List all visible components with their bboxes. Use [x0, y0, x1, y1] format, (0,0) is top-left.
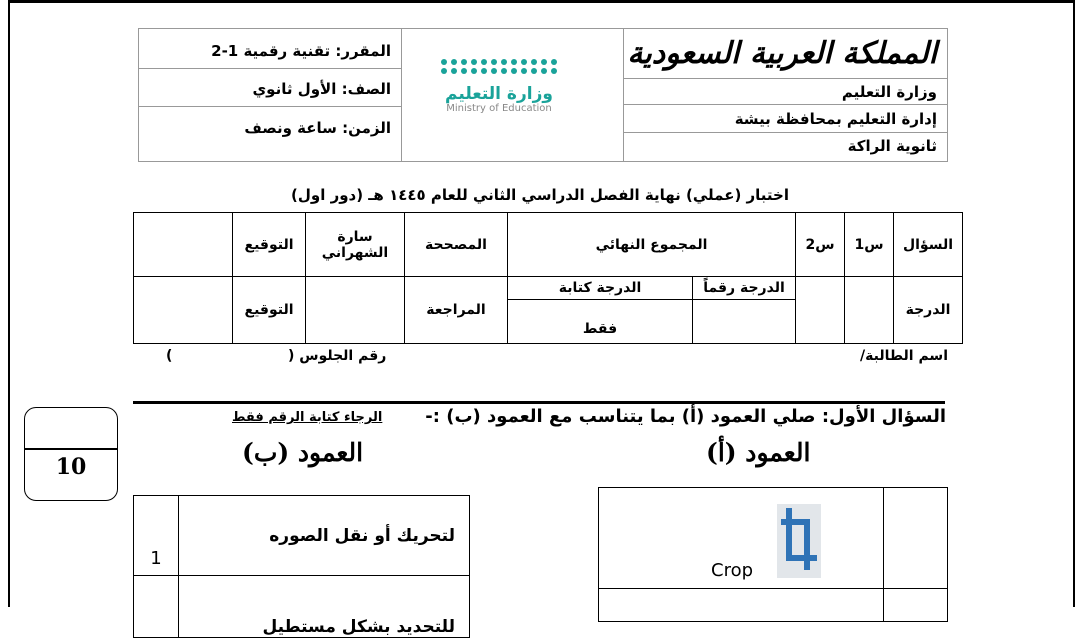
seat-number-close: ): [166, 348, 173, 364]
grade-row-label: الدرجة: [894, 277, 963, 344]
signature-label: التوقيع: [233, 213, 306, 277]
answer-field[interactable]: [883, 488, 947, 589]
crop-icon: [777, 504, 821, 578]
directorate-name: إدارة التعليم بمحافظة بيشة: [624, 105, 947, 133]
column-a-item: [599, 589, 884, 622]
column-b-number: 1: [134, 496, 179, 576]
ministry-name: وزارة التعليم: [624, 79, 947, 105]
column-b-table: [133, 495, 470, 638]
kingdom-title: المملكة العربية السعودية: [624, 29, 947, 79]
column-a-title: العمود (أ): [706, 438, 811, 467]
signature-field[interactable]: [134, 213, 233, 277]
exam-title: اختبار (عملي) نهاية الفصل الدراسي الثاني للعام ١٤٤٥ هـ (دور اول): [291, 186, 789, 204]
grader-label: المصححة: [405, 213, 508, 277]
q1-header: س1: [845, 213, 894, 277]
page-border-left: [8, 0, 10, 607]
header-left: [139, 29, 402, 161]
reviewer-name-field[interactable]: [306, 277, 405, 344]
reviewer-label: المراجعة: [405, 277, 508, 344]
question1-text: السؤال الأول: صلي العمود (أ) بما يتناسب مع العمود (ب) :-: [425, 406, 946, 427]
section-divider: [133, 401, 945, 404]
question-header: السؤال: [894, 213, 963, 277]
answer-field[interactable]: [883, 589, 947, 622]
student-name-label: اسم الطالبة/: [860, 348, 948, 364]
question-score-box: [24, 407, 118, 501]
grade-numeric-header: الدرجة رقماً: [693, 277, 796, 299]
course-label: المقرر: تقنية رقمية 1-2: [139, 29, 401, 69]
page-border-right: [1073, 0, 1075, 607]
q2-header: س2: [796, 213, 845, 277]
column-a-table: [598, 487, 948, 622]
grades-table: [133, 212, 963, 344]
signature2-field[interactable]: [134, 277, 233, 344]
q1-score-field[interactable]: [845, 277, 894, 344]
grade-level-label: الصف: الأول ثانوي: [139, 69, 401, 107]
header-box: [138, 28, 948, 162]
logo-arabic-text: وزارة التعليم: [445, 84, 553, 104]
question-score: 10: [55, 454, 87, 480]
grader-name: سارة الشهراني: [306, 213, 405, 277]
column-b-item: للتحديد بشكل مستطيل: [179, 576, 470, 638]
question1-note: الرجاء كتابة الرقم فقط: [232, 410, 383, 425]
logo-dots-icon: [439, 59, 559, 74]
school-name: ثانوية الراكة: [847, 137, 937, 155]
ministry-logo: [429, 49, 569, 149]
grade-written-field[interactable]: [508, 299, 693, 343]
crop-label: Crop: [711, 560, 754, 581]
final-total-header: المجموع النهائي: [508, 213, 796, 277]
seat-number-label: رقم الجلوس (: [288, 348, 387, 364]
score-box-divider: [25, 448, 117, 450]
header-right: [623, 29, 947, 161]
grade-written-header: الدرجة كتابة: [508, 277, 693, 299]
logo-english-text: Ministry of Education: [446, 103, 552, 114]
only-label: فقط: [582, 321, 618, 338]
page-border-top: [8, 0, 1075, 3]
q2-score-field[interactable]: [796, 277, 845, 344]
column-b-title: العمود (ب): [242, 438, 364, 467]
signature2-label: التوقيع: [233, 277, 306, 344]
column-b-item: لتحريك أو نقل الصوره: [179, 496, 470, 576]
duration-label: الزمن: ساعة ونصف: [244, 119, 391, 137]
grade-numeric-field[interactable]: [693, 299, 796, 343]
column-a-item: [599, 488, 884, 589]
